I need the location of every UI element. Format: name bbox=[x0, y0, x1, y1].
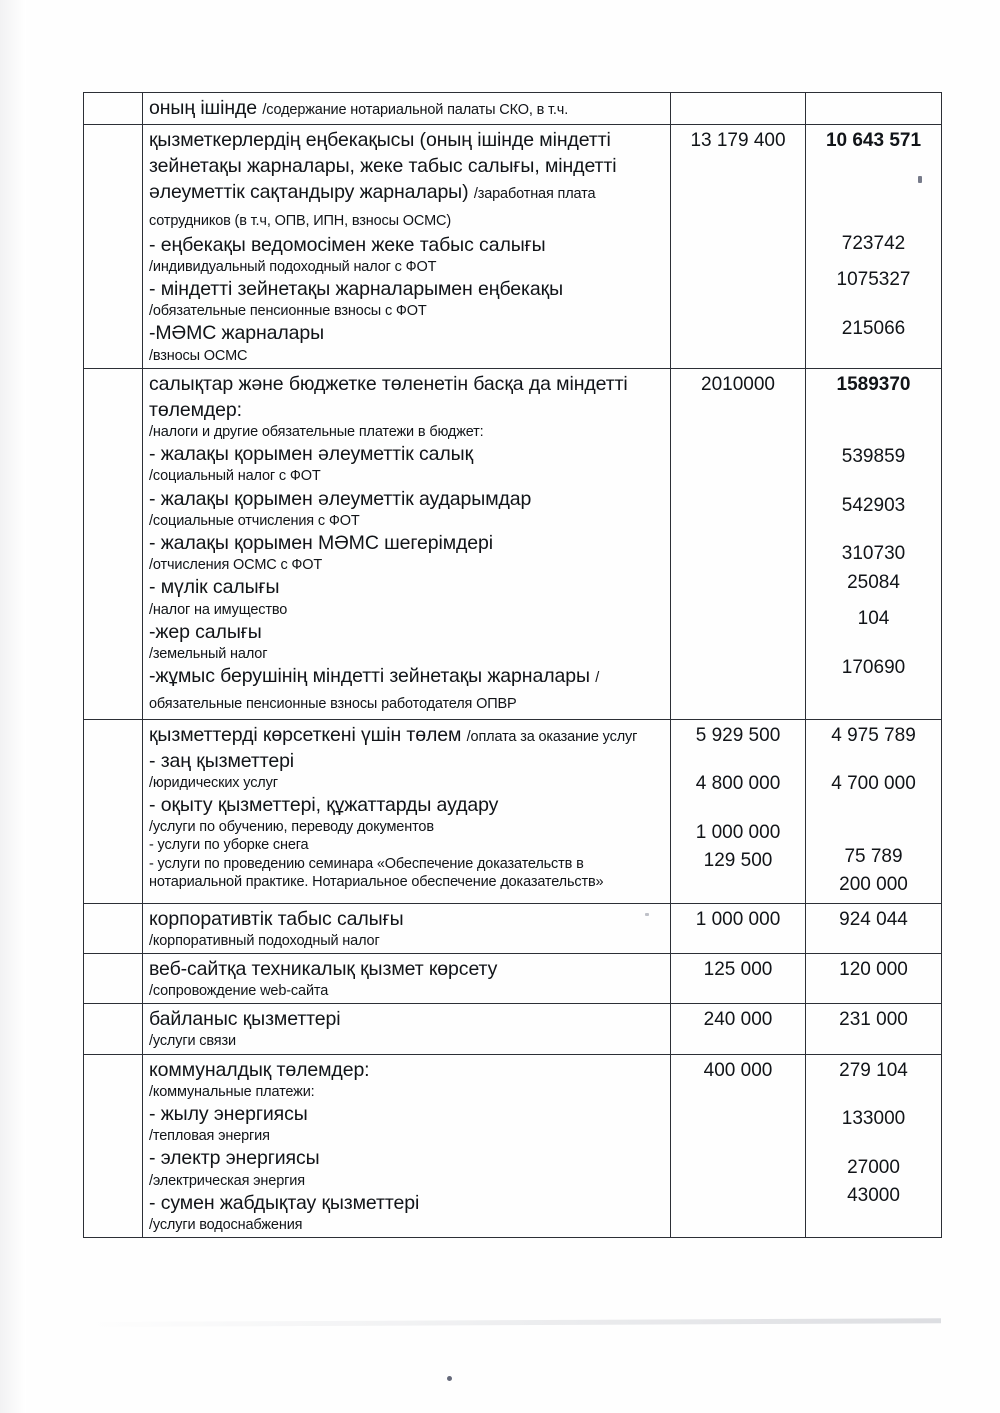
sub-label-ru: /электрическая энергия bbox=[149, 1172, 305, 1189]
plan-value: 2010000 bbox=[701, 373, 775, 395]
row-label-kz: корпоративтік табыс салығы bbox=[149, 907, 404, 930]
sub-label-kz: - жалақы қорымен әлеуметтік аударымдар bbox=[149, 487, 532, 510]
sub-fact-value: 1075327 bbox=[836, 269, 911, 291]
scan-speck-icon bbox=[447, 1376, 452, 1381]
sub-label-ru: /налог на имущество bbox=[149, 601, 288, 618]
table-row bbox=[84, 125, 942, 369]
fact-value: 10 643 571 bbox=[825, 130, 922, 152]
row-label-kz: байланыс қызметтері bbox=[149, 1008, 341, 1031]
table-row bbox=[84, 93, 942, 125]
row-fact-cell bbox=[806, 719, 942, 903]
sub-label-ru: /земельный налог bbox=[149, 646, 268, 662]
row-label-kz: коммуналдық төлемдер: bbox=[149, 1058, 370, 1081]
scan-speck-icon bbox=[645, 913, 649, 916]
row-plan-cell bbox=[671, 125, 806, 369]
sub-label-kz: - жылу энергиясы bbox=[149, 1103, 308, 1126]
sub-label-ru: /обязательные пенсионные взносы работодателя ОПВР bbox=[149, 670, 600, 713]
row-plan-cell bbox=[671, 93, 806, 125]
sub-label-kz: -жұмыс берушінің міндетті зейнетақы жарналары /обязательные пенсионные взносы работодателя ОПВР bbox=[149, 665, 600, 713]
sub-fact-value: 43000 bbox=[847, 1185, 900, 1207]
sub-label-kz: - жалақы қорымен әлеуметтік салық bbox=[149, 443, 474, 466]
table-row bbox=[84, 719, 942, 903]
sub-fact-value: 542903 bbox=[841, 494, 906, 516]
row-plan-cell: 125 000 bbox=[671, 953, 806, 1003]
scan-speck-icon bbox=[918, 176, 922, 183]
sub-fact-value: 4 700 000 bbox=[831, 773, 916, 795]
sub-fact-value: 27000 bbox=[847, 1156, 900, 1178]
scan-edge-shadow bbox=[0, 0, 26, 1413]
row-gutter-cell bbox=[84, 368, 143, 719]
row-gutter-cell bbox=[84, 719, 143, 903]
budget-table-container bbox=[83, 92, 941, 1238]
sub-fact-value: 104 bbox=[857, 608, 890, 630]
sub-fact-value: 200 000 bbox=[839, 874, 908, 896]
row-label-ru: /коммунальные платежи: bbox=[149, 1083, 315, 1100]
sub-fact-value: 75 789 bbox=[844, 845, 903, 867]
row-label-kz: қызметкерлердің еңбекақысы (оның ішінде міндетті зейнетақы жарналары, жеке табыс салығы, міндетті әлеуметтік сақтандыру жарналары) /заработная плата сотрудников (в т.ч, ОПВ, ИПН, взносы ОСМС) bbox=[149, 129, 617, 229]
sub-label-kz: -жер салығы bbox=[149, 620, 262, 643]
row-fact-cell: 231 000 bbox=[806, 1004, 942, 1054]
sub-label-ru: /взносы ОСМС bbox=[149, 347, 248, 364]
row-label-ru: /услуги связи bbox=[149, 1033, 236, 1050]
table-row bbox=[84, 368, 942, 719]
sub-fact-value: 539859 bbox=[841, 446, 906, 468]
row-label-ru: /содержание нотариальной палаты СКО, в т.ч. bbox=[262, 102, 569, 118]
row-plan-cell: 240 000 bbox=[671, 1004, 806, 1054]
sub-label-ru: - услуги по проведению семинара «Обеспечение доказательств в нотариальной практике. Нотариальное обеспечение доказательств» bbox=[149, 855, 604, 890]
sub-label-kz: - міндетті зейнетақы жарналарымен еңбекақы bbox=[149, 278, 563, 301]
row-label-kz: оның ішінде /содержание нотариальной палаты СКО, в т.ч. bbox=[149, 97, 569, 119]
sub-label-ru: /индивидуальный подоходный налог с ФОТ bbox=[149, 258, 437, 275]
sub-label-kz: - жалақы қорымен МӘМС шегерімдері bbox=[149, 532, 494, 555]
sub-fact-value: 170690 bbox=[841, 656, 906, 678]
row-label-cell bbox=[143, 719, 671, 903]
sub-plan-value: 129 500 bbox=[703, 850, 773, 872]
row-label-cell bbox=[143, 903, 671, 953]
sub-label-ru: /юридических услуг bbox=[149, 774, 278, 791]
plan-value: 5 929 500 bbox=[695, 724, 781, 746]
plan-value: 400 000 bbox=[703, 1059, 773, 1081]
row-label-kz: салықтар және бюджетке төленетін басқа да міндетті төлемдер: bbox=[149, 372, 628, 421]
sub-fact-value: 133000 bbox=[841, 1108, 906, 1130]
row-gutter-cell bbox=[84, 953, 143, 1003]
sub-label-ru: /тепловая энергия bbox=[149, 1128, 270, 1145]
row-label-cell bbox=[143, 953, 671, 1003]
sub-label-kz: - сумен жабдықтау қызметтері bbox=[149, 1191, 420, 1214]
sub-plan-value: 1 000 000 bbox=[695, 821, 781, 843]
row-gutter-cell bbox=[84, 903, 143, 953]
row-gutter-cell bbox=[84, 93, 143, 125]
row-label-cell bbox=[143, 1004, 671, 1054]
row-label-ru: /сопровождение web-сайта bbox=[149, 983, 329, 1000]
fact-value: 1589370 bbox=[836, 373, 911, 395]
sub-label-kz: - мүлік салығы bbox=[149, 576, 280, 599]
row-label-cell bbox=[143, 125, 671, 369]
table-row bbox=[84, 953, 942, 1003]
row-plan-cell bbox=[671, 719, 806, 903]
sub-fact-value: 310730 bbox=[841, 543, 906, 565]
row-label-kz: веб-сайтқа техникалық қызмет көрсету bbox=[149, 957, 498, 980]
sub-label-ru: /обязательные пенсионные взносы с ФОТ bbox=[149, 303, 427, 320]
row-fact-cell bbox=[806, 368, 942, 719]
row-plan-cell bbox=[671, 368, 806, 719]
sub-fact-value: 25084 bbox=[847, 571, 900, 593]
sub-label-ru: /отчисления ОСМС с ФОТ bbox=[149, 557, 323, 574]
row-fact-cell bbox=[806, 125, 942, 369]
scan-skew-shadow bbox=[83, 1318, 941, 1327]
table-row bbox=[84, 1004, 942, 1054]
sub-fact-value: 215066 bbox=[841, 317, 906, 339]
row-label-cell bbox=[143, 93, 671, 125]
table-row bbox=[84, 903, 942, 953]
sub-label-kz: - электр энергиясы bbox=[149, 1147, 320, 1170]
row-fact-cell bbox=[806, 1054, 942, 1238]
sub-label-kz: - еңбекақы ведомосімен жеке табыс салығы bbox=[149, 233, 546, 256]
sub-label-kz: - заң қызметтері bbox=[149, 749, 295, 772]
row-fact-cell: 120 000 bbox=[806, 953, 942, 1003]
sub-label-ru: /социальный налог с ФОТ bbox=[149, 468, 321, 485]
sub-label-ru: - услуги по уборке снега bbox=[149, 837, 309, 854]
fact-value: 279 104 bbox=[839, 1059, 908, 1081]
row-gutter-cell bbox=[84, 1004, 143, 1054]
row-label-ru: /оплата за оказание услуг bbox=[466, 728, 638, 745]
sub-label-kz: -МӘМС жарналары bbox=[149, 322, 325, 345]
row-label-cell bbox=[143, 1054, 671, 1238]
row-plan-cell: 1 000 000 bbox=[671, 903, 806, 953]
sub-plan-value: 4 800 000 bbox=[695, 773, 781, 795]
row-fact-cell: 924 044 bbox=[806, 903, 942, 953]
row-label-ru: /налоги и другие обязательные платежи в бюджет: bbox=[149, 424, 484, 441]
row-fact-cell bbox=[806, 93, 942, 125]
sub-label-kz: - оқыту қызметтері, құжаттарды аудару bbox=[149, 794, 499, 817]
row-gutter-cell bbox=[84, 1054, 143, 1238]
fact-value: 4 975 789 bbox=[831, 724, 916, 746]
row-label-ru: /корпоративный подоходный налог bbox=[149, 932, 380, 949]
budget-table bbox=[83, 92, 942, 1238]
row-label-cell bbox=[143, 368, 671, 719]
plan-value: 13 179 400 bbox=[690, 130, 786, 152]
row-plan-cell bbox=[671, 1054, 806, 1238]
row-label-ru: /заработная плата сотрудников (в т.ч, ОПВ, ИПН, взносы ОСМС) bbox=[149, 186, 596, 229]
sub-label-ru: /услуги водоснабжения bbox=[149, 1216, 303, 1233]
sub-label-ru: /услуги по обучению, переводу документов bbox=[149, 819, 434, 836]
table-row bbox=[84, 1054, 942, 1238]
sub-label-ru: /социальные отчисления с ФОТ bbox=[149, 512, 360, 529]
row-gutter-cell bbox=[84, 125, 143, 369]
row-label-kz: қызметтерді көрсеткені үшін төлем /оплата за оказание услуг bbox=[149, 723, 638, 746]
sub-fact-value: 723742 bbox=[841, 232, 906, 254]
